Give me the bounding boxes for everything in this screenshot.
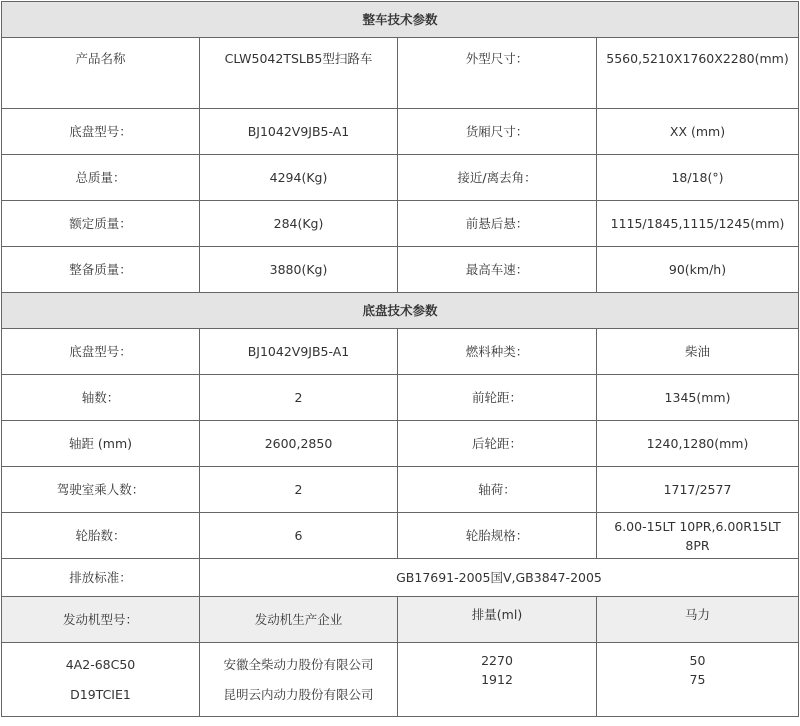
table-row	[2, 559, 799, 597]
dimensions-label: 外型尺寸：	[398, 38, 597, 109]
displacement-header: 排量(ml)	[398, 597, 597, 643]
chassis-model-label: 底盘型号：	[2, 329, 200, 375]
front-track-label: 前轮距：	[398, 375, 597, 421]
engine-powers	[597, 643, 799, 717]
engine-displacements	[398, 643, 597, 717]
engine-header-row	[2, 597, 799, 643]
rated-mass-value: 284(Kg)	[200, 201, 398, 247]
gross-mass-value: 4294(Kg)	[200, 155, 398, 201]
box-size-value: XX (mm)	[597, 109, 799, 155]
emission-value: GB17691-2005国Ⅴ,GB3847-2005	[200, 559, 799, 597]
table-row	[2, 247, 799, 293]
overhang-value: 1115/1845,1115/1245(mm)	[597, 201, 799, 247]
rated-mass-label: 额定质量：	[2, 201, 200, 247]
engine-model-2: D19TCIE1	[70, 686, 131, 702]
emission-label: 排放标准：	[2, 559, 200, 597]
engine-models	[2, 643, 200, 717]
table-row	[2, 513, 799, 559]
box-size-label: 货厢尺寸：	[398, 109, 597, 155]
max-speed-value: 90(km/h)	[597, 247, 799, 293]
chassis-model-value: BJ1042V9JB5-A1	[200, 329, 398, 375]
tire-spec-value: 6.00-15LT 10PR,6.00R15LT 8PR	[597, 513, 799, 559]
power-header: 马力	[597, 597, 799, 643]
gross-mass-label: 总质量：	[2, 155, 200, 201]
axles-value: 2	[200, 375, 398, 421]
tires-label: 轮胎数：	[2, 513, 200, 559]
engine-maker-1: 安徽全柴动力股份有限公司	[223, 656, 374, 672]
axle-load-value: 1717/2577	[597, 467, 799, 513]
engine-makers	[200, 643, 398, 717]
engine-maker-header: 发动机生产企业	[200, 597, 398, 643]
tires-value: 6	[200, 513, 398, 559]
power-1: 50	[689, 653, 706, 668]
cab-seats-label: 驾驶室乘人数：	[2, 467, 200, 513]
dimensions-value: 5560,5210X1760X2280(mm)	[597, 38, 799, 109]
table-row	[2, 329, 799, 375]
approach-angle-value: 18/18(°)	[597, 155, 799, 201]
overhang-label: 前悬后悬：	[398, 201, 597, 247]
engine-model-header: 发动机型号：	[2, 597, 200, 643]
table-row	[2, 155, 799, 201]
product-name-label: 产品名称	[2, 38, 200, 109]
table-row	[2, 643, 799, 717]
tire-spec-label: 轮胎规格：	[398, 513, 597, 559]
front-track-value: 1345(mm)	[597, 375, 799, 421]
chassis-model-label: 底盘型号：	[2, 109, 200, 155]
displacement-1: 2270	[481, 653, 513, 668]
wheelbase-value: 2600,2850	[200, 421, 398, 467]
chassis-model-value: BJ1042V9JB5-A1	[200, 109, 398, 155]
axle-load-label: 轴荷：	[398, 467, 597, 513]
fuel-value: 柴油	[597, 329, 799, 375]
engine-model-1: 4A2-68C50	[65, 656, 136, 672]
section-title-chassis: 底盘技术参数	[2, 293, 799, 329]
curb-mass-label: 整备质量：	[2, 247, 200, 293]
section-header-chassis	[2, 293, 799, 329]
section-header-vehicle	[2, 2, 799, 38]
rear-track-label: 后轮距：	[398, 421, 597, 467]
fuel-label: 燃料种类：	[398, 329, 597, 375]
table-row	[2, 375, 799, 421]
curb-mass-value: 3880(Kg)	[200, 247, 398, 293]
product-name-value: CLW5042TSLB5型扫路车	[200, 38, 398, 109]
displacement-2: 1912	[481, 672, 513, 687]
table-row	[2, 109, 799, 155]
cab-seats-value: 2	[200, 467, 398, 513]
rear-track-value: 1240,1280(mm)	[597, 421, 799, 467]
spec-table	[1, 1, 799, 717]
table-row	[2, 38, 799, 109]
engine-maker-2: 昆明云内动力股份有限公司	[223, 686, 374, 702]
wheelbase-label: 轴距 (mm)	[2, 421, 200, 467]
axles-label: 轴数：	[2, 375, 200, 421]
table-row	[2, 421, 799, 467]
max-speed-label: 最高车速：	[398, 247, 597, 293]
approach-angle-label: 接近/离去角：	[398, 155, 597, 201]
power-2: 75	[689, 672, 706, 687]
section-title-vehicle: 整车技术参数	[2, 2, 799, 38]
table-row	[2, 201, 799, 247]
table-row	[2, 467, 799, 513]
